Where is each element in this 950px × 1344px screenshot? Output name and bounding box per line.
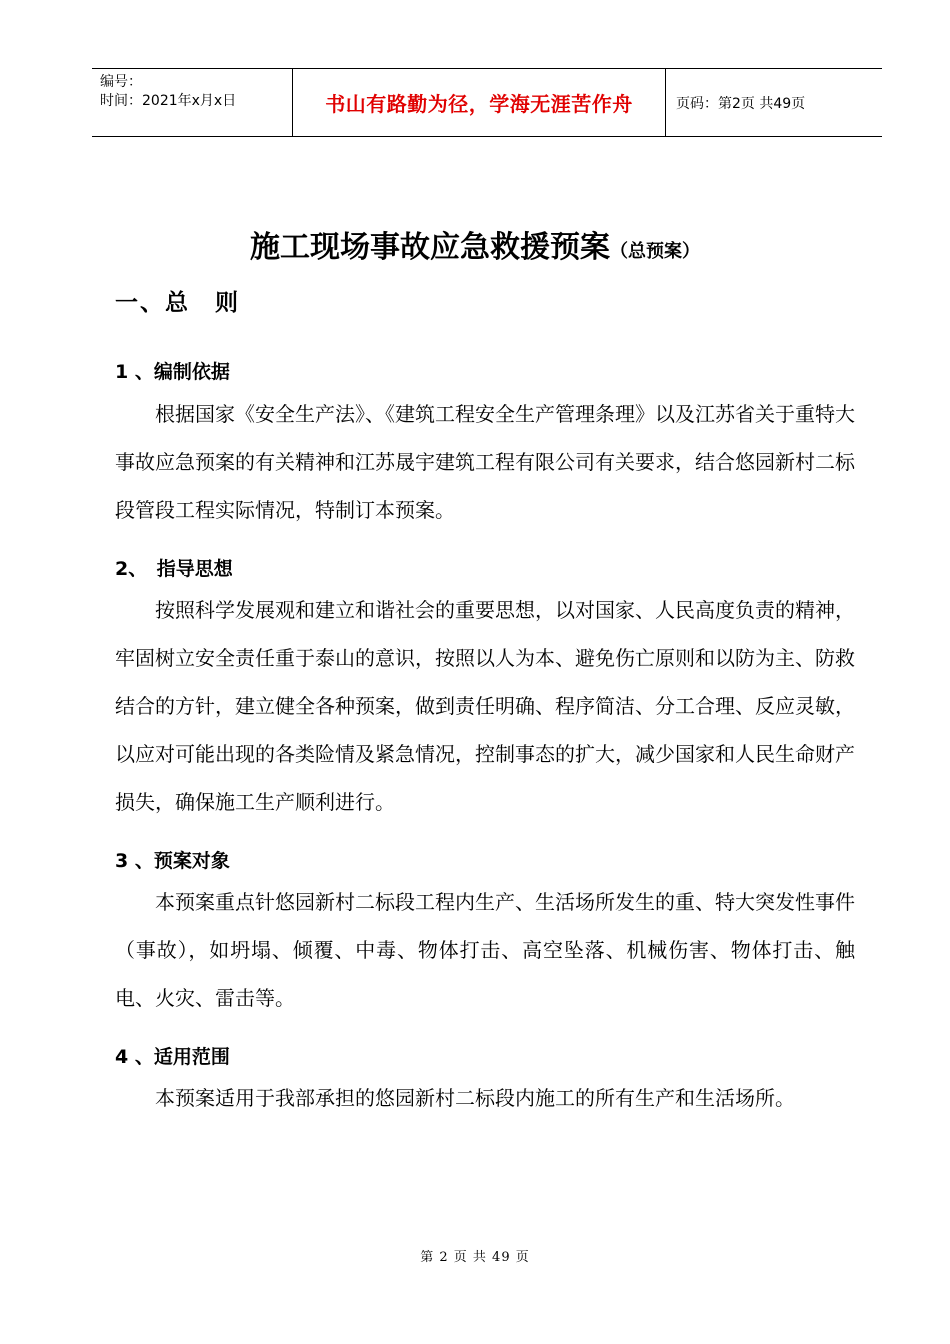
header-meta	[92, 69, 293, 136]
page-header	[92, 68, 882, 137]
subsection-heading-3: 3 、预案对象	[115, 850, 230, 872]
document-title-main: 施工现场事故应急救援预案	[250, 230, 610, 265]
header-page-info: 页码：第2页 共49页	[676, 95, 806, 112]
document-number-label: 编号：	[100, 74, 142, 90]
paragraph-1: 根据国家《安全生产法》、《建筑工程安全生产管理条理》以及江苏省关于重特大事故应急预案的有关精神和江苏晟宇建筑工程有限公司有关要求，结合悠园新村二标段管段工程实际情况，特制订本预案。	[115, 402, 855, 522]
paragraph-2: 按照科学发展观和建立和谐社会的重要思想，以对国家、人民高度负责的精神，牢固树立安全责任重于泰山的意识，按照以人为本、避免伤亡原则和以防为主、防救结合的方针，建立健全各种预案，做到责任明确、程序简洁、分工合理、反应灵敏，以应对可能出现的各类险情及紧急情况，控制事态的扩大，减少国家和人民生命财产损失，确保施工生产顺利进行。	[115, 598, 855, 814]
header-motto: 书山有路勤为径，学海无涯苦作舟	[293, 69, 666, 136]
document-title	[0, 222, 950, 266]
document-title-sub: （总预案）	[610, 241, 700, 262]
paragraph-3: 本预案重点针悠园新村二标段工程内生产、生活场所发生的重、特大突发性事件（事故），如坍塌、倾覆、中毒、物体打击、高空坠落、机械伤害、物体打击、触电、火灾、雷击等。	[115, 890, 855, 1010]
section-heading-general: 一、总 则	[115, 290, 240, 316]
page-footer: 第 2 页 共 49 页	[420, 1250, 530, 1265]
subsection-heading-1: 1 、编制依据	[115, 361, 230, 383]
subsection-heading-4: 4 、适用范围	[115, 1046, 230, 1068]
paragraph-4: 本预案适用于我部承担的悠园新村二标段内施工的所有生产和生活场所。	[155, 1086, 795, 1110]
document-time-label: 时间：2021年x月x日	[100, 93, 237, 109]
subsection-heading-2: 2、 指导思想	[115, 558, 233, 580]
